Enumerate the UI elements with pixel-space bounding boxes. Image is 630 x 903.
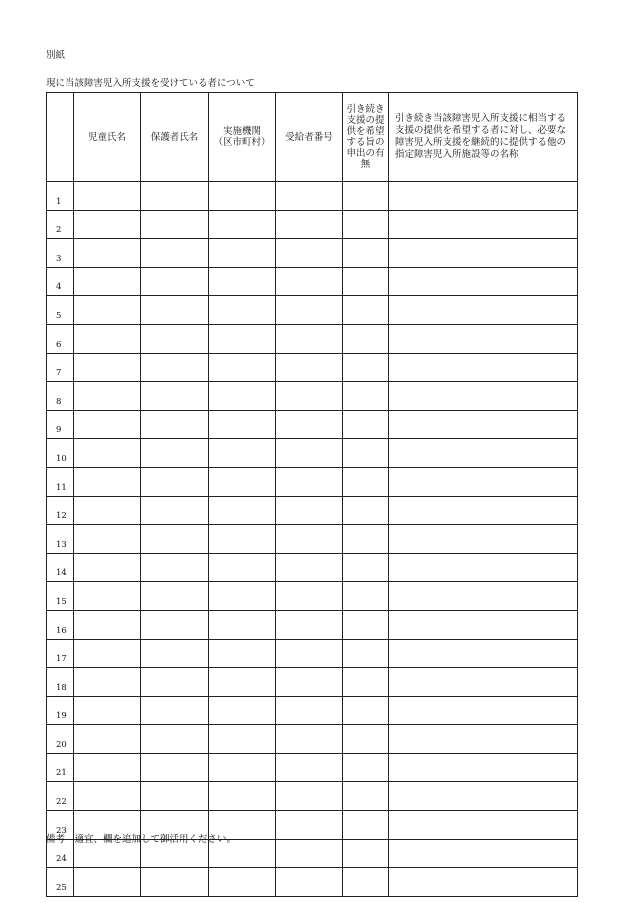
cell-agency[interactable] (209, 267, 276, 296)
cell-agency[interactable] (209, 467, 276, 496)
cell-guardian-name[interactable] (141, 553, 209, 582)
cell-continuation-request[interactable] (343, 496, 389, 525)
cell-other-facility[interactable] (389, 868, 578, 897)
row-number: 23 (47, 811, 74, 840)
cell-agency[interactable] (209, 296, 276, 325)
cell-guardian-name[interactable] (141, 753, 209, 782)
header-guardian-name: 保護者氏名 (141, 93, 209, 182)
cell-recipient-number[interactable] (276, 582, 343, 611)
row-number: 1 (47, 182, 74, 211)
cell-agency[interactable] (209, 210, 276, 239)
header-number (47, 93, 74, 182)
cell-other-facility[interactable] (389, 439, 578, 468)
cell-continuation-request[interactable] (343, 610, 389, 639)
cell-child-name[interactable] (74, 496, 141, 525)
cell-other-facility[interactable] (389, 553, 578, 582)
cell-agency[interactable] (209, 353, 276, 382)
cell-recipient-number[interactable] (276, 696, 343, 725)
row-number: 15 (47, 582, 74, 611)
cell-other-facility[interactable] (389, 725, 578, 754)
cell-agency[interactable] (209, 582, 276, 611)
row-number: 8 (47, 382, 74, 411)
cell-other-facility[interactable] (389, 610, 578, 639)
table-row (47, 353, 578, 382)
row-number: 14 (47, 553, 74, 582)
cell-recipient-number[interactable] (276, 467, 343, 496)
cell-continuation-request[interactable] (343, 410, 389, 439)
cell-child-name[interactable] (74, 353, 141, 382)
row-number: 2 (47, 210, 74, 239)
cell-guardian-name[interactable] (141, 353, 209, 382)
cell-continuation-request[interactable] (343, 353, 389, 382)
table-row (47, 868, 578, 897)
row-number: 13 (47, 525, 74, 554)
table-row (47, 239, 578, 268)
cell-child-name[interactable] (74, 182, 141, 211)
table-row (47, 210, 578, 239)
cell-continuation-request[interactable] (343, 239, 389, 268)
table-row (47, 324, 578, 353)
cell-guardian-name[interactable] (141, 668, 209, 697)
cell-agency[interactable] (209, 410, 276, 439)
cell-agency[interactable] (209, 639, 276, 668)
cell-other-facility[interactable] (389, 267, 578, 296)
cell-other-facility[interactable] (389, 668, 578, 697)
cell-guardian-name[interactable] (141, 324, 209, 353)
table-row (47, 610, 578, 639)
cell-agency[interactable] (209, 753, 276, 782)
cell-other-facility[interactable] (389, 410, 578, 439)
cell-recipient-number[interactable] (276, 439, 343, 468)
cell-recipient-number[interactable] (276, 267, 343, 296)
cell-recipient-number[interactable] (276, 725, 343, 754)
cell-child-name[interactable] (74, 696, 141, 725)
table-row (47, 553, 578, 582)
cell-other-facility[interactable] (389, 525, 578, 554)
row-number: 11 (47, 467, 74, 496)
cell-guardian-name[interactable] (141, 639, 209, 668)
cell-continuation-request[interactable] (343, 868, 389, 897)
row-number: 22 (47, 782, 74, 811)
cell-recipient-number[interactable] (276, 782, 343, 811)
cell-child-name[interactable] (74, 324, 141, 353)
cell-agency[interactable] (209, 610, 276, 639)
cell-guardian-name[interactable] (141, 296, 209, 325)
cell-continuation-request[interactable] (343, 296, 389, 325)
cell-child-name[interactable] (74, 525, 141, 554)
cell-continuation-request[interactable] (343, 582, 389, 611)
cell-agency[interactable] (209, 496, 276, 525)
row-number: 9 (47, 410, 74, 439)
header-child-name: 児童氏名 (74, 93, 141, 182)
table-title: 現に当該障害児入所支援を受けている者について (46, 78, 255, 89)
row-number: 6 (47, 324, 74, 353)
cell-continuation-request[interactable] (343, 782, 389, 811)
cell-recipient-number[interactable] (276, 382, 343, 411)
cell-continuation-request[interactable] (343, 696, 389, 725)
cell-child-name[interactable] (74, 553, 141, 582)
row-number: 5 (47, 296, 74, 325)
cell-continuation-request[interactable] (343, 525, 389, 554)
cell-continuation-request[interactable] (343, 267, 389, 296)
cell-agency[interactable] (209, 725, 276, 754)
header-agency: 実施機関 （区市町村） (209, 93, 276, 182)
table-row (47, 668, 578, 697)
cell-recipient-number[interactable] (276, 296, 343, 325)
cell-recipient-number[interactable] (276, 753, 343, 782)
table-row (47, 639, 578, 668)
cell-child-name[interactable] (74, 725, 141, 754)
cell-recipient-number[interactable] (276, 410, 343, 439)
cell-agency[interactable] (209, 696, 276, 725)
cell-child-name[interactable] (74, 410, 141, 439)
cell-child-name[interactable] (74, 753, 141, 782)
row-number: 10 (47, 439, 74, 468)
cell-continuation-request[interactable] (343, 467, 389, 496)
cell-recipient-number[interactable] (276, 639, 343, 668)
table-row (47, 582, 578, 611)
cell-agency[interactable] (209, 525, 276, 554)
cell-recipient-number[interactable] (276, 525, 343, 554)
cell-guardian-name[interactable] (141, 239, 209, 268)
row-number: 18 (47, 668, 74, 697)
cell-agency[interactable] (209, 868, 276, 897)
cell-guardian-name[interactable] (141, 725, 209, 754)
table-row (47, 467, 578, 496)
table-row (47, 753, 578, 782)
cell-child-name[interactable] (74, 582, 141, 611)
cell-continuation-request[interactable] (343, 182, 389, 211)
table-row (47, 496, 578, 525)
cell-guardian-name[interactable] (141, 782, 209, 811)
cell-guardian-name[interactable] (141, 439, 209, 468)
cell-continuation-request[interactable] (343, 668, 389, 697)
table-row (47, 410, 578, 439)
row-number: 17 (47, 639, 74, 668)
cell-continuation-request[interactable] (343, 210, 389, 239)
attachment-label: 別紙 (46, 50, 66, 61)
cell-recipient-number[interactable] (276, 668, 343, 697)
cell-other-facility[interactable] (389, 353, 578, 382)
row-number: 16 (47, 610, 74, 639)
cell-guardian-name[interactable] (141, 467, 209, 496)
cell-guardian-name[interactable] (141, 610, 209, 639)
cell-guardian-name[interactable] (141, 410, 209, 439)
row-number: 19 (47, 696, 74, 725)
cell-continuation-request[interactable] (343, 839, 389, 868)
cell-recipient-number[interactable] (276, 553, 343, 582)
row-number: 12 (47, 496, 74, 525)
row-number: 3 (47, 239, 74, 268)
cell-recipient-number[interactable] (276, 324, 343, 353)
cell-continuation-request[interactable] (343, 324, 389, 353)
cell-other-facility[interactable] (389, 839, 578, 868)
cell-recipient-number[interactable] (276, 182, 343, 211)
header-continuation-request: 引き続き支援の提供を希望する旨の申出の有無 (343, 93, 389, 182)
table-row (47, 525, 578, 554)
cell-other-facility[interactable] (389, 753, 578, 782)
cell-agency[interactable] (209, 668, 276, 697)
table-body (47, 182, 578, 897)
recipients-table (46, 92, 578, 897)
cell-child-name[interactable] (74, 296, 141, 325)
cell-continuation-request[interactable] (343, 439, 389, 468)
cell-guardian-name[interactable] (141, 496, 209, 525)
table-row (47, 725, 578, 754)
cell-guardian-name[interactable] (141, 182, 209, 211)
cell-child-name[interactable] (74, 267, 141, 296)
row-number: 4 (47, 267, 74, 296)
cell-agency[interactable] (209, 182, 276, 211)
row-number: 24 (47, 839, 74, 868)
cell-other-facility[interactable] (389, 582, 578, 611)
cell-agency[interactable] (209, 382, 276, 411)
cell-recipient-number[interactable] (276, 239, 343, 268)
cell-guardian-name[interactable] (141, 868, 209, 897)
cell-child-name[interactable] (74, 210, 141, 239)
cell-other-facility[interactable] (389, 639, 578, 668)
remarks-note: 備考 適宜、欄を追加して御活用ください。 (46, 834, 237, 845)
cell-recipient-number[interactable] (276, 811, 343, 840)
cell-recipient-number[interactable] (276, 839, 343, 868)
row-number: 7 (47, 353, 74, 382)
cell-child-name[interactable] (74, 639, 141, 668)
cell-guardian-name[interactable] (141, 582, 209, 611)
table-row (47, 696, 578, 725)
row-number: 25 (47, 868, 74, 897)
header-other-facility: 引き続き当該障害児入所支援に相当する支援の提供を希望する者に対し、必要な障害児入所支援を継続的に提供する他の指定障害児入所施設等の名称 (389, 93, 578, 182)
cell-other-facility[interactable] (389, 382, 578, 411)
cell-recipient-number[interactable] (276, 610, 343, 639)
cell-child-name[interactable] (74, 439, 141, 468)
cell-guardian-name[interactable] (141, 696, 209, 725)
cell-agency[interactable] (209, 782, 276, 811)
cell-other-facility[interactable] (389, 496, 578, 525)
cell-recipient-number[interactable] (276, 496, 343, 525)
cell-agency[interactable] (209, 239, 276, 268)
table-row (47, 382, 578, 411)
cell-other-facility[interactable] (389, 324, 578, 353)
table-header-row (47, 93, 578, 182)
cell-guardian-name[interactable] (141, 525, 209, 554)
cell-continuation-request[interactable] (343, 725, 389, 754)
cell-continuation-request[interactable] (343, 811, 389, 840)
cell-guardian-name[interactable] (141, 210, 209, 239)
cell-recipient-number[interactable] (276, 210, 343, 239)
header-recipient-number: 受給者番号 (276, 93, 343, 182)
cell-other-facility[interactable] (389, 696, 578, 725)
cell-other-facility[interactable] (389, 182, 578, 211)
table-row (47, 296, 578, 325)
cell-child-name[interactable] (74, 668, 141, 697)
table-row (47, 782, 578, 811)
cell-continuation-request[interactable] (343, 639, 389, 668)
row-number: 20 (47, 725, 74, 754)
cell-child-name[interactable] (74, 868, 141, 897)
cell-continuation-request[interactable] (343, 382, 389, 411)
cell-continuation-request[interactable] (343, 753, 389, 782)
cell-recipient-number[interactable] (276, 868, 343, 897)
cell-other-facility[interactable] (389, 467, 578, 496)
row-number: 21 (47, 753, 74, 782)
cell-recipient-number[interactable] (276, 353, 343, 382)
cell-child-name[interactable] (74, 782, 141, 811)
cell-other-facility[interactable] (389, 239, 578, 268)
cell-agency[interactable] (209, 324, 276, 353)
table-row (47, 439, 578, 468)
cell-other-facility[interactable] (389, 296, 578, 325)
cell-child-name[interactable] (74, 467, 141, 496)
cell-agency[interactable] (209, 439, 276, 468)
table-row (47, 267, 578, 296)
cell-child-name[interactable] (74, 382, 141, 411)
cell-other-facility[interactable] (389, 210, 578, 239)
cell-guardian-name[interactable] (141, 382, 209, 411)
cell-child-name[interactable] (74, 610, 141, 639)
cell-guardian-name[interactable] (141, 267, 209, 296)
cell-other-facility[interactable] (389, 782, 578, 811)
cell-child-name[interactable] (74, 239, 141, 268)
table-row (47, 182, 578, 211)
cell-continuation-request[interactable] (343, 553, 389, 582)
cell-other-facility[interactable] (389, 811, 578, 840)
cell-agency[interactable] (209, 553, 276, 582)
